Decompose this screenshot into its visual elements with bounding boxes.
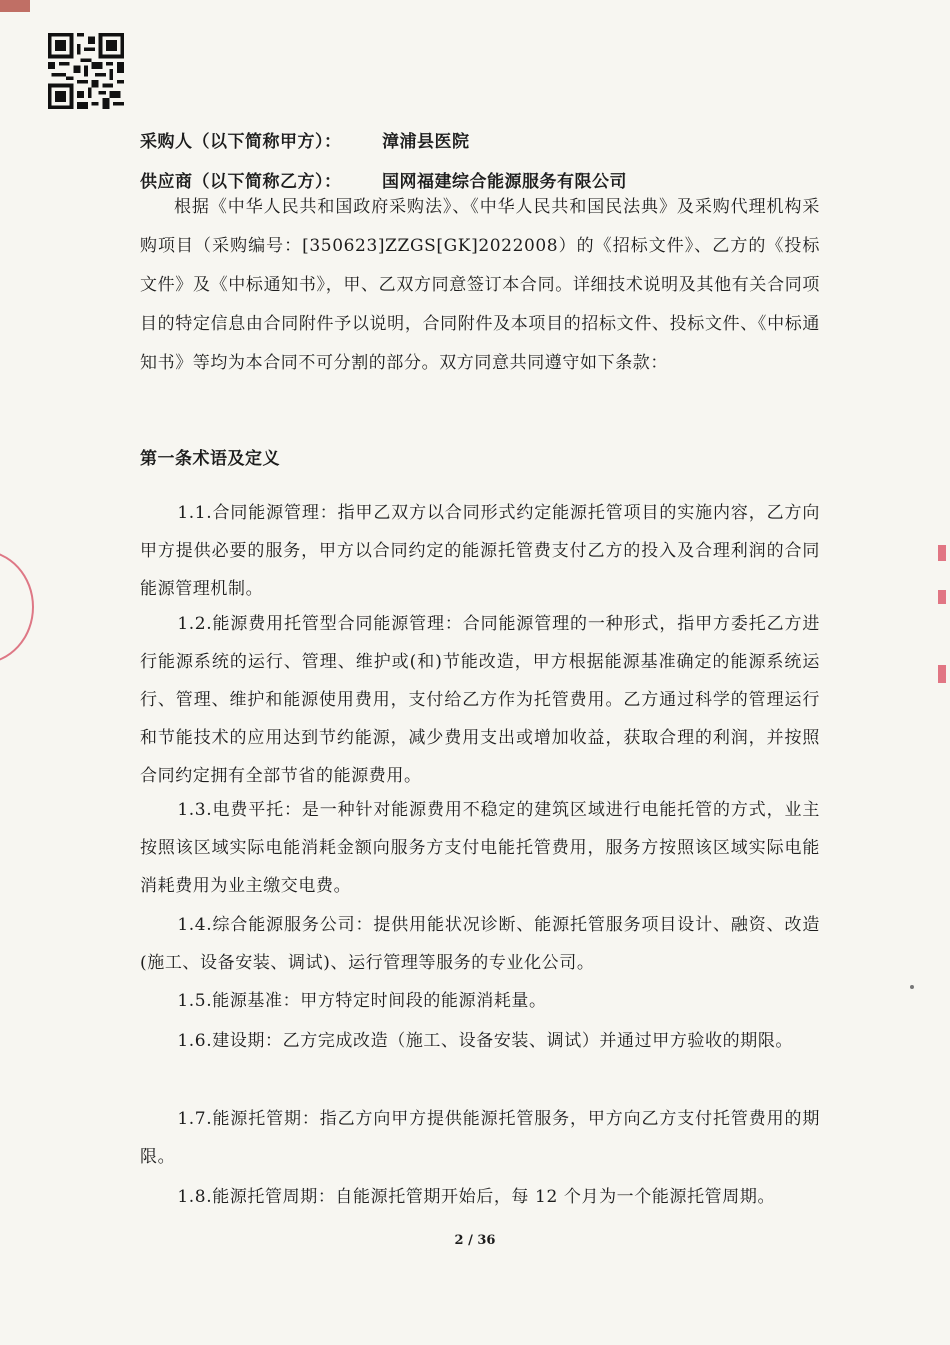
seal-stamp-fragment-right <box>938 665 946 683</box>
qr-code-icon <box>45 33 127 109</box>
buyer-name: 漳浦县医院 <box>382 132 470 152</box>
clause-1-2: 1.2.能源费用托管型合同能源管理：合同能源管理的一种形式，指甲方委托乙方进行能源系统的运行、管理、维护或(和)节能改造，甲方根据能源基准确定的能源系统运行、管理、维护和能源使用费用，支付给乙方作为托管费用。乙方通过科学的管理运行和节能技术的应用达到节约能源，减少费用支出或增加收益，获取合理的利润，并按照合同约定拥有全部节省的能源费用。 <box>140 614 820 786</box>
section-title: 第一条术语及定义 <box>140 449 280 469</box>
clause-1-7: 1.7.能源托管期：指乙方向甲方提供能源托管服务，甲方向乙方支付托管费用的期限。 <box>140 1109 820 1167</box>
scan-speck <box>910 985 914 989</box>
clause-1-3: 1.3.电费平托：是一种针对能源费用不稳定的建筑区域进行电能托管的方式，业主按照该区域实际电能消耗金额向服务方支付电能托管费用，服务方按照该区域实际电能消耗费用为业主缴交电费。 <box>140 800 820 896</box>
seal-stamp-fragment-right <box>938 590 946 604</box>
clause-1-5: 1.5.能源基准：甲方特定时间段的能源消耗量。 <box>177 991 547 1011</box>
buyer-label: 采购人（以下简称甲方）： <box>140 132 342 152</box>
buyer-line <box>140 127 470 152</box>
corner-stamp-mark <box>0 0 30 12</box>
clause-1-1: 1.1.合同能源管理：指甲乙双方以合同形式约定能源托管项目的实施内容，乙方向甲方提供必要的服务，甲方以合同约定的能源托管费支付乙方的投入及合理利润的合同能源管理机制。 <box>140 503 820 599</box>
clause-1-8: 1.8.能源托管周期：自能源托管期开始后，每 12 个月为一个能源托管周期。 <box>177 1187 776 1207</box>
supplier-name: 国网福建综合能源服务有限公司 <box>382 172 627 192</box>
seal-stamp-fragment-left <box>0 550 34 664</box>
clause-1-6: 1.6.建设期：乙方完成改造（施工、设备安装、调试）并通过甲方验收的期限。 <box>177 1031 794 1051</box>
intro-paragraph: 根据《中华人民共和国政府采购法》、《中华人民共和国民法典》及采购代理机构采购项目（采购编号：[350623]ZZGS[GK]2022008）的《招标文件》、乙方的《投标文件》及《中标通知书》，甲、乙双方同意签订本合同。详细技术说明及其他有关合同项目的特定信息由合同附件予以说明，合同附件及本项目的招标文件、投标文件、《中标通知书》等均为本合同不可分割的部分。双方同意共同遵守如下条款： <box>140 197 820 373</box>
supplier-label: 供应商（以下简称乙方）： <box>140 172 342 192</box>
clause-1-4: 1.4.综合能源服务公司：提供用能状况诊断、能源托管服务项目设计、融资、改造(施工、设备安装、调试)、运行管理等服务的专业化公司。 <box>140 915 820 973</box>
seal-stamp-fragment-right <box>938 545 946 561</box>
page-number: 2 / 36 <box>454 1233 496 1248</box>
